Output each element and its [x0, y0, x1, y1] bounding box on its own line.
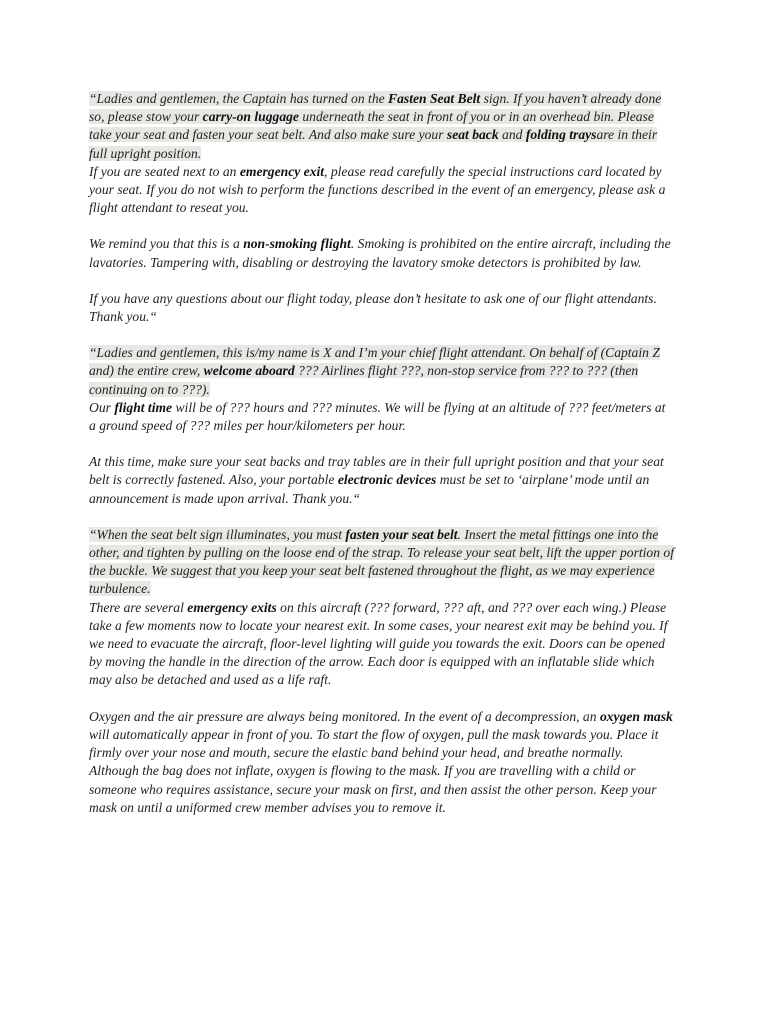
- bold-term-seat-back: seat back: [446, 127, 499, 143]
- emergency-exits-paragraph: There are several emergency exits on this aircraft (??? forward, ??? aft, and ??? over each wing.) Please take a few moments now to locate your nearest exit. In some cases, your nearest exit may be behind you. If we need to evacuate the aircraft, floor-level lighting will guide you towards the exit. Doors can be opened by moving the handle in the direction of the arrow. Each door is equipped with an inflatable slide which may also be detached and used as a life raft.: [89, 599, 668, 688]
- paragraph-gap: [89, 435, 674, 453]
- electronic-devices-paragraph: At this time, make sure your seat backs and tray tables are in their full upright position and that your seat belt is correctly fastened. Also, your portable electronic devices must be set to ‘airplane’ mode until an announcement is made upon arrival. Thank you.“: [89, 454, 664, 506]
- highlighted-text: “Ladies and gentlemen, the Captain has turned on the Fasten Seat Belt sign. If you haven’t already done so, please stow your carry-on luggage underneath the seat in front of you or in an overhead bin. Please take your seat and fasten your seat belt. And also make sure your seat back and folding traysare in their full upright position.: [89, 91, 662, 161]
- bold-term-flight-time: flight time: [114, 399, 173, 415]
- highlighted-text: “Ladies and gentlemen, this is/my name is X and I’m your chief flight attendant. On behalf of (Captain Z and) the entire crew, welcome aboard ??? Airlines flight ???, non-stop service from ??? to ??? (then continuing on to ???).: [89, 345, 660, 397]
- oxygen-mask-paragraph: Oxygen and the air pressure are always being monitored. In the event of a decompression, an oxygen mask will automatically appear in front of you. To start the flow of oxygen, pull the mask towards you. Place it firmly over your nose and mouth, secure the elastic band behind your head, and breathe normally. Although the bag does not inflate, oxygen is flowing to the mask. If you are travelling with a child or someone who requires assistance, secure your mask on first, and then assist the other person. Keep your mask on until a uniformed crew member advises you to remove it.: [89, 708, 673, 815]
- welcome-announcement-paragraph: [89, 344, 674, 399]
- non-smoking-paragraph: We remind you that this is a non-smoking flight. Smoking is prohibited on the entire aircraft, including the lavatories. Tampering with, disabling or destroying the lavatory smoke detectors is prohibited by law.: [89, 236, 671, 270]
- bold-term-oxygen-mask: oxygen mask: [599, 708, 673, 724]
- seat-belt-instructions-paragraph: [89, 526, 674, 599]
- bold-term-carry-on-luggage: carry-on luggage: [202, 109, 299, 125]
- bold-term-fasten-seat-belt: Fasten Seat Belt: [388, 91, 481, 106]
- paragraph-gap: [89, 217, 674, 235]
- paragraph-gap: [89, 508, 674, 526]
- flight-time-paragraph: Our flight time will be of ??? hours and ??? minutes. We will be flying at an altitude of ??? feet/meters at a ground speed of ??? miles per hour/kilometers per hour.: [89, 399, 666, 434]
- bold-term-welcome-aboard: welcome aboard: [203, 363, 295, 379]
- preflight-announcement-paragraph: [89, 90, 674, 163]
- bold-term-emergency-exits: emergency exits: [187, 599, 277, 615]
- bold-term-fasten-your-seat-belt: fasten your seat belt: [345, 526, 458, 542]
- questions-paragraph: If you have any questions about our flight today, please don’t hesitate to ask one of our flight attendants. Thank you.“: [89, 290, 657, 325]
- document-page: [89, 90, 674, 817]
- bold-term-emergency-exit: emergency exit: [239, 163, 325, 179]
- bold-term-non-smoking-flight: non-smoking flight: [243, 236, 351, 252]
- emergency-exit-paragraph: If you are seated next to an emergency exit, please read carefully the special instructions card located by your seat. If you do not wish to perform the functions described in the event of an emergency, please ask a flight attendant to reseat you.: [89, 163, 666, 216]
- highlighted-text: “When the seat belt sign illuminates, you must fasten your seat belt. Insert the metal fittings one into the other, and tighten by pulling on the loose end of the strap. To release your seat belt, lift the upper portion of the buckle. We suggest that you keep your seat belt fastened throughout the flight, as we may experience turbulence.: [89, 526, 674, 597]
- bold-term-electronic-devices: electronic devices: [337, 472, 437, 488]
- paragraph-gap: [89, 272, 674, 290]
- paragraph-gap: [89, 326, 674, 344]
- paragraph-gap: [89, 690, 674, 708]
- bold-term-folding-trays: folding trays: [525, 127, 597, 143]
